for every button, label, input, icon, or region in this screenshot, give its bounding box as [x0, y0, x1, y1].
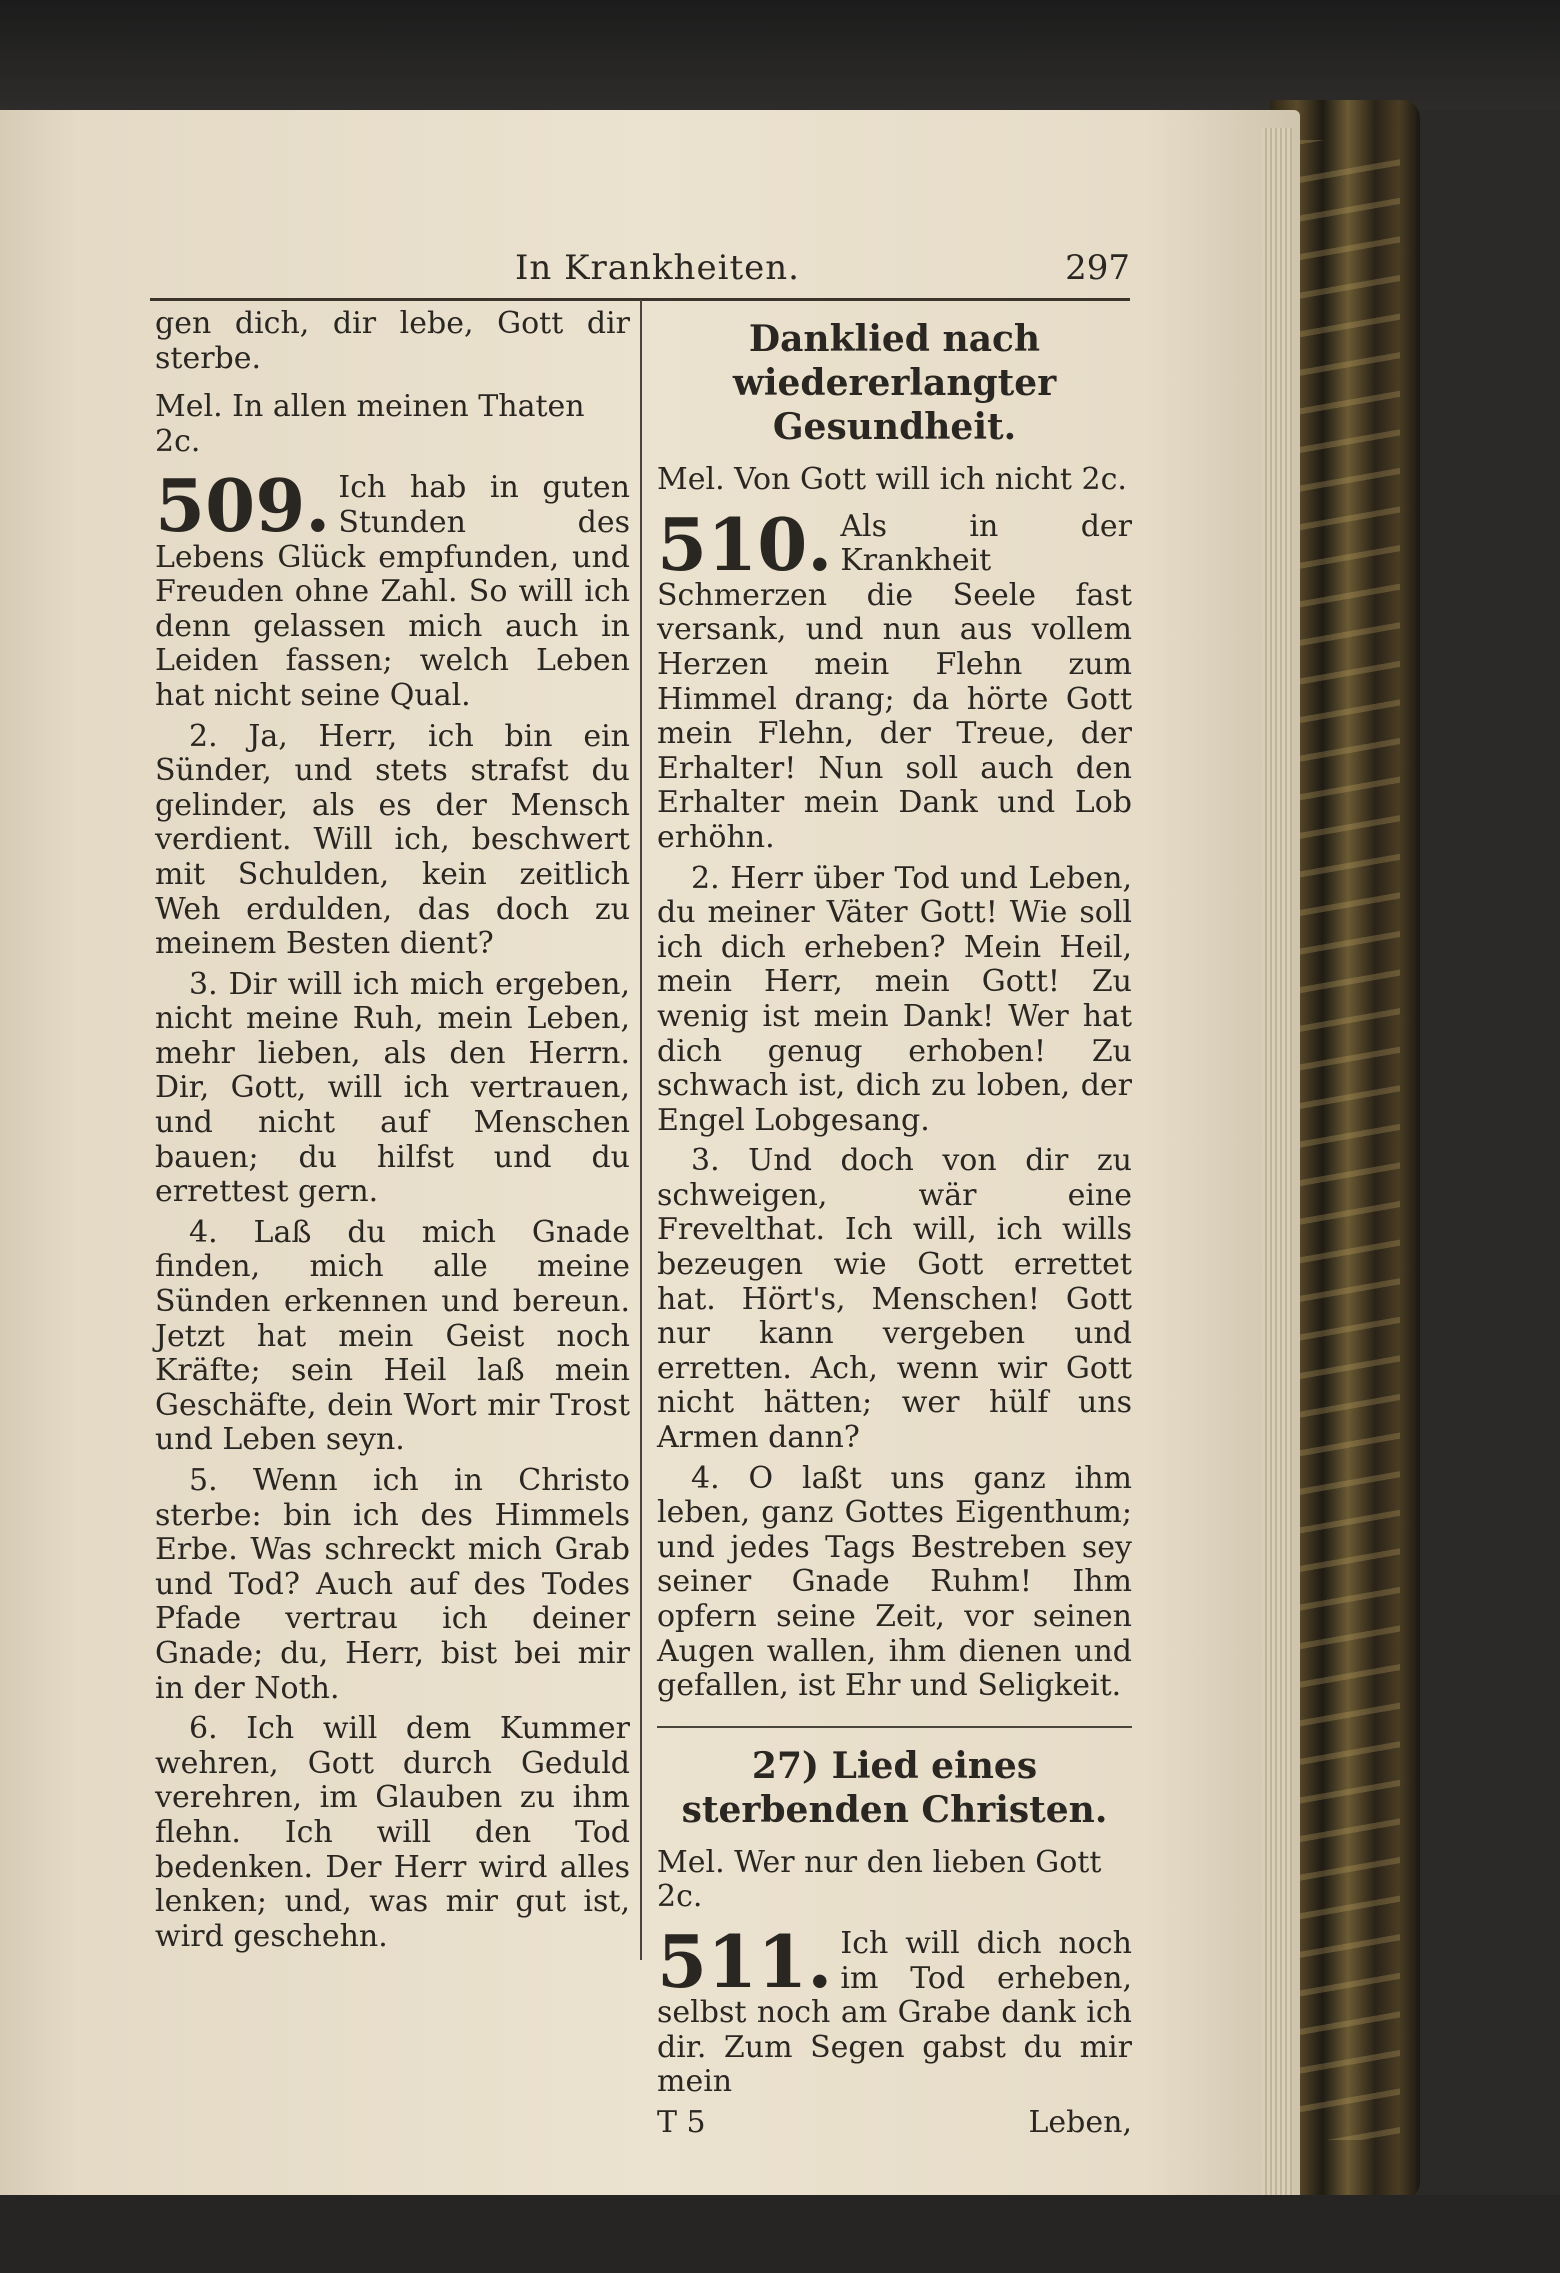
tune-indication-2: Mel. Wer nur den lieben Gott 2c.	[657, 1844, 1102, 1915]
page-header	[150, 240, 1130, 300]
verse-5: 5. Wenn ich in Christo sterbe: bin ich des Himmels Erbe. Was schreckt mich Grab und Tod? Auch auf des Todes Pfade vertrau ich deiner Gnade; du, Herr, bist bei mir in der Noth.	[155, 1463, 630, 1706]
hymn-510	[657, 501, 1132, 1704]
verse-6: 6. Ich will dem Kummer wehren, Gott durch Geduld verehren, im Glauben zu ihm flehn. Ich will den Tod bedenken. Der Herr wird alles lenken; und, was mir gut ist, wird geschehn.	[155, 1711, 630, 1954]
verse-1: Als in der Krankheit Schmerzen die Seele fast versank, und nun aus vollem Herzen mein Flehn zum Himmel drang; da hörte Gott mein Flehn, der Treue, der Erhalter! Nun soll auch den Erhalter mein Dank und Lob erhöhn.	[657, 508, 1132, 855]
verse-3: 3. Dir will ich mich ergeben, nicht meine Ruh, mein Leben, mehr lieben, als den Herrn. Dir, Gott, will ich vertrauen, und nicht auf Menschen bauen; du hilfst und du errettest gern.	[155, 966, 630, 1210]
verse-4: 4. Laß du mich Gnade finden, mich alle meine Sünden erkennen und bereun. Jetzt hat mein Geist noch Kräfte; sein Heil laß mein Geschäfte, dein Wort mir Trost und Leben seyn.	[155, 1214, 630, 1458]
continuation-text: gen dich, dir lebe, Gott dir sterbe.	[155, 306, 630, 376]
running-head: In Krankheiten.	[515, 248, 800, 288]
page-edges	[1262, 128, 1292, 2198]
tune-indication: Mel. Von Gott will ich nicht 2c.	[657, 462, 1127, 497]
background-top	[0, 0, 1560, 110]
page-footer	[657, 2106, 1132, 2141]
page-number: 297	[1065, 248, 1130, 288]
verse-4: 4. O laßt uns ganz ihm leben, ganz Gottes Eigenthum; und jedes Tags Bestreben sey seiner Gnade Ruhm! Ihm opfern seine Zeit, vor seinen Augen wallen, ihm dienen und gefallen, ist Ehr und Seligkeit.	[657, 1460, 1132, 1704]
hymn-511	[657, 1918, 1132, 2100]
hymn-509	[155, 463, 630, 1954]
signature-mark: T 5	[657, 2104, 706, 2140]
section-title: 27) Lied eines sterbenden Christen.	[681, 1744, 1108, 1831]
tune-indication: Mel. In allen meinen Thaten 2c.	[155, 389, 585, 459]
verse-1: Ich hab in guten Stunden des Lebens Glück empfunden, und Freuden ohne Zahl. So will ich denn gelassen mich auch in Leiden fassen; welch Leben hat nicht seine Qual.	[155, 470, 630, 713]
hymn-title: Danklied nach wiedererlangter Gesundheit.	[732, 318, 1057, 448]
left-column	[155, 307, 630, 1960]
hymn-number: 510.	[657, 501, 833, 587]
right-column	[657, 317, 1132, 2141]
column-divider	[640, 300, 642, 1960]
background-bottom	[0, 2195, 1560, 2273]
section-rule	[657, 1726, 1132, 1728]
verse-1: Ich will dich noch im Tod erheben, selbst noch am Grabe dank ich dir. Zum Segen gabst du mir mein	[657, 1925, 1132, 2100]
verse-2: 2. Herr über Tod und Leben, du meiner Väter Gott! Wie soll ich dich erheben? Mein Heil, mein Herr, mein Gott! Zu wenig ist mein Dank! Wer hat dich genug erhoben! Zu schwach ist, dich zu loben, der Engel Lobgesang.	[657, 860, 1132, 1138]
hymn-number: 511.	[657, 1918, 833, 2004]
cover-ornament	[1290, 140, 1400, 2140]
hymn-number: 509.	[155, 463, 331, 549]
catchword: Leben,	[1028, 2104, 1132, 2140]
verse-3: 3. Und doch von dir zu schweigen, wär eine Frevelthat. Ich will, ich wills bezeugen wie Gott errettet hat. Hört's, Menschen! Gott nur kann vergeben und erretten. Ach, wenn wir Gott nicht hätten; wer hülf uns Armen dann?	[657, 1143, 1132, 1456]
verse-2: 2. Ja, Herr, ich bin ein Sünder, und stets strafst du gelinder, als es der Mensch verdient. Will ich, beschwert mit Schulden, kein zeitlich Weh erdulden, das doch zu meinem Besten dient?	[155, 718, 630, 962]
